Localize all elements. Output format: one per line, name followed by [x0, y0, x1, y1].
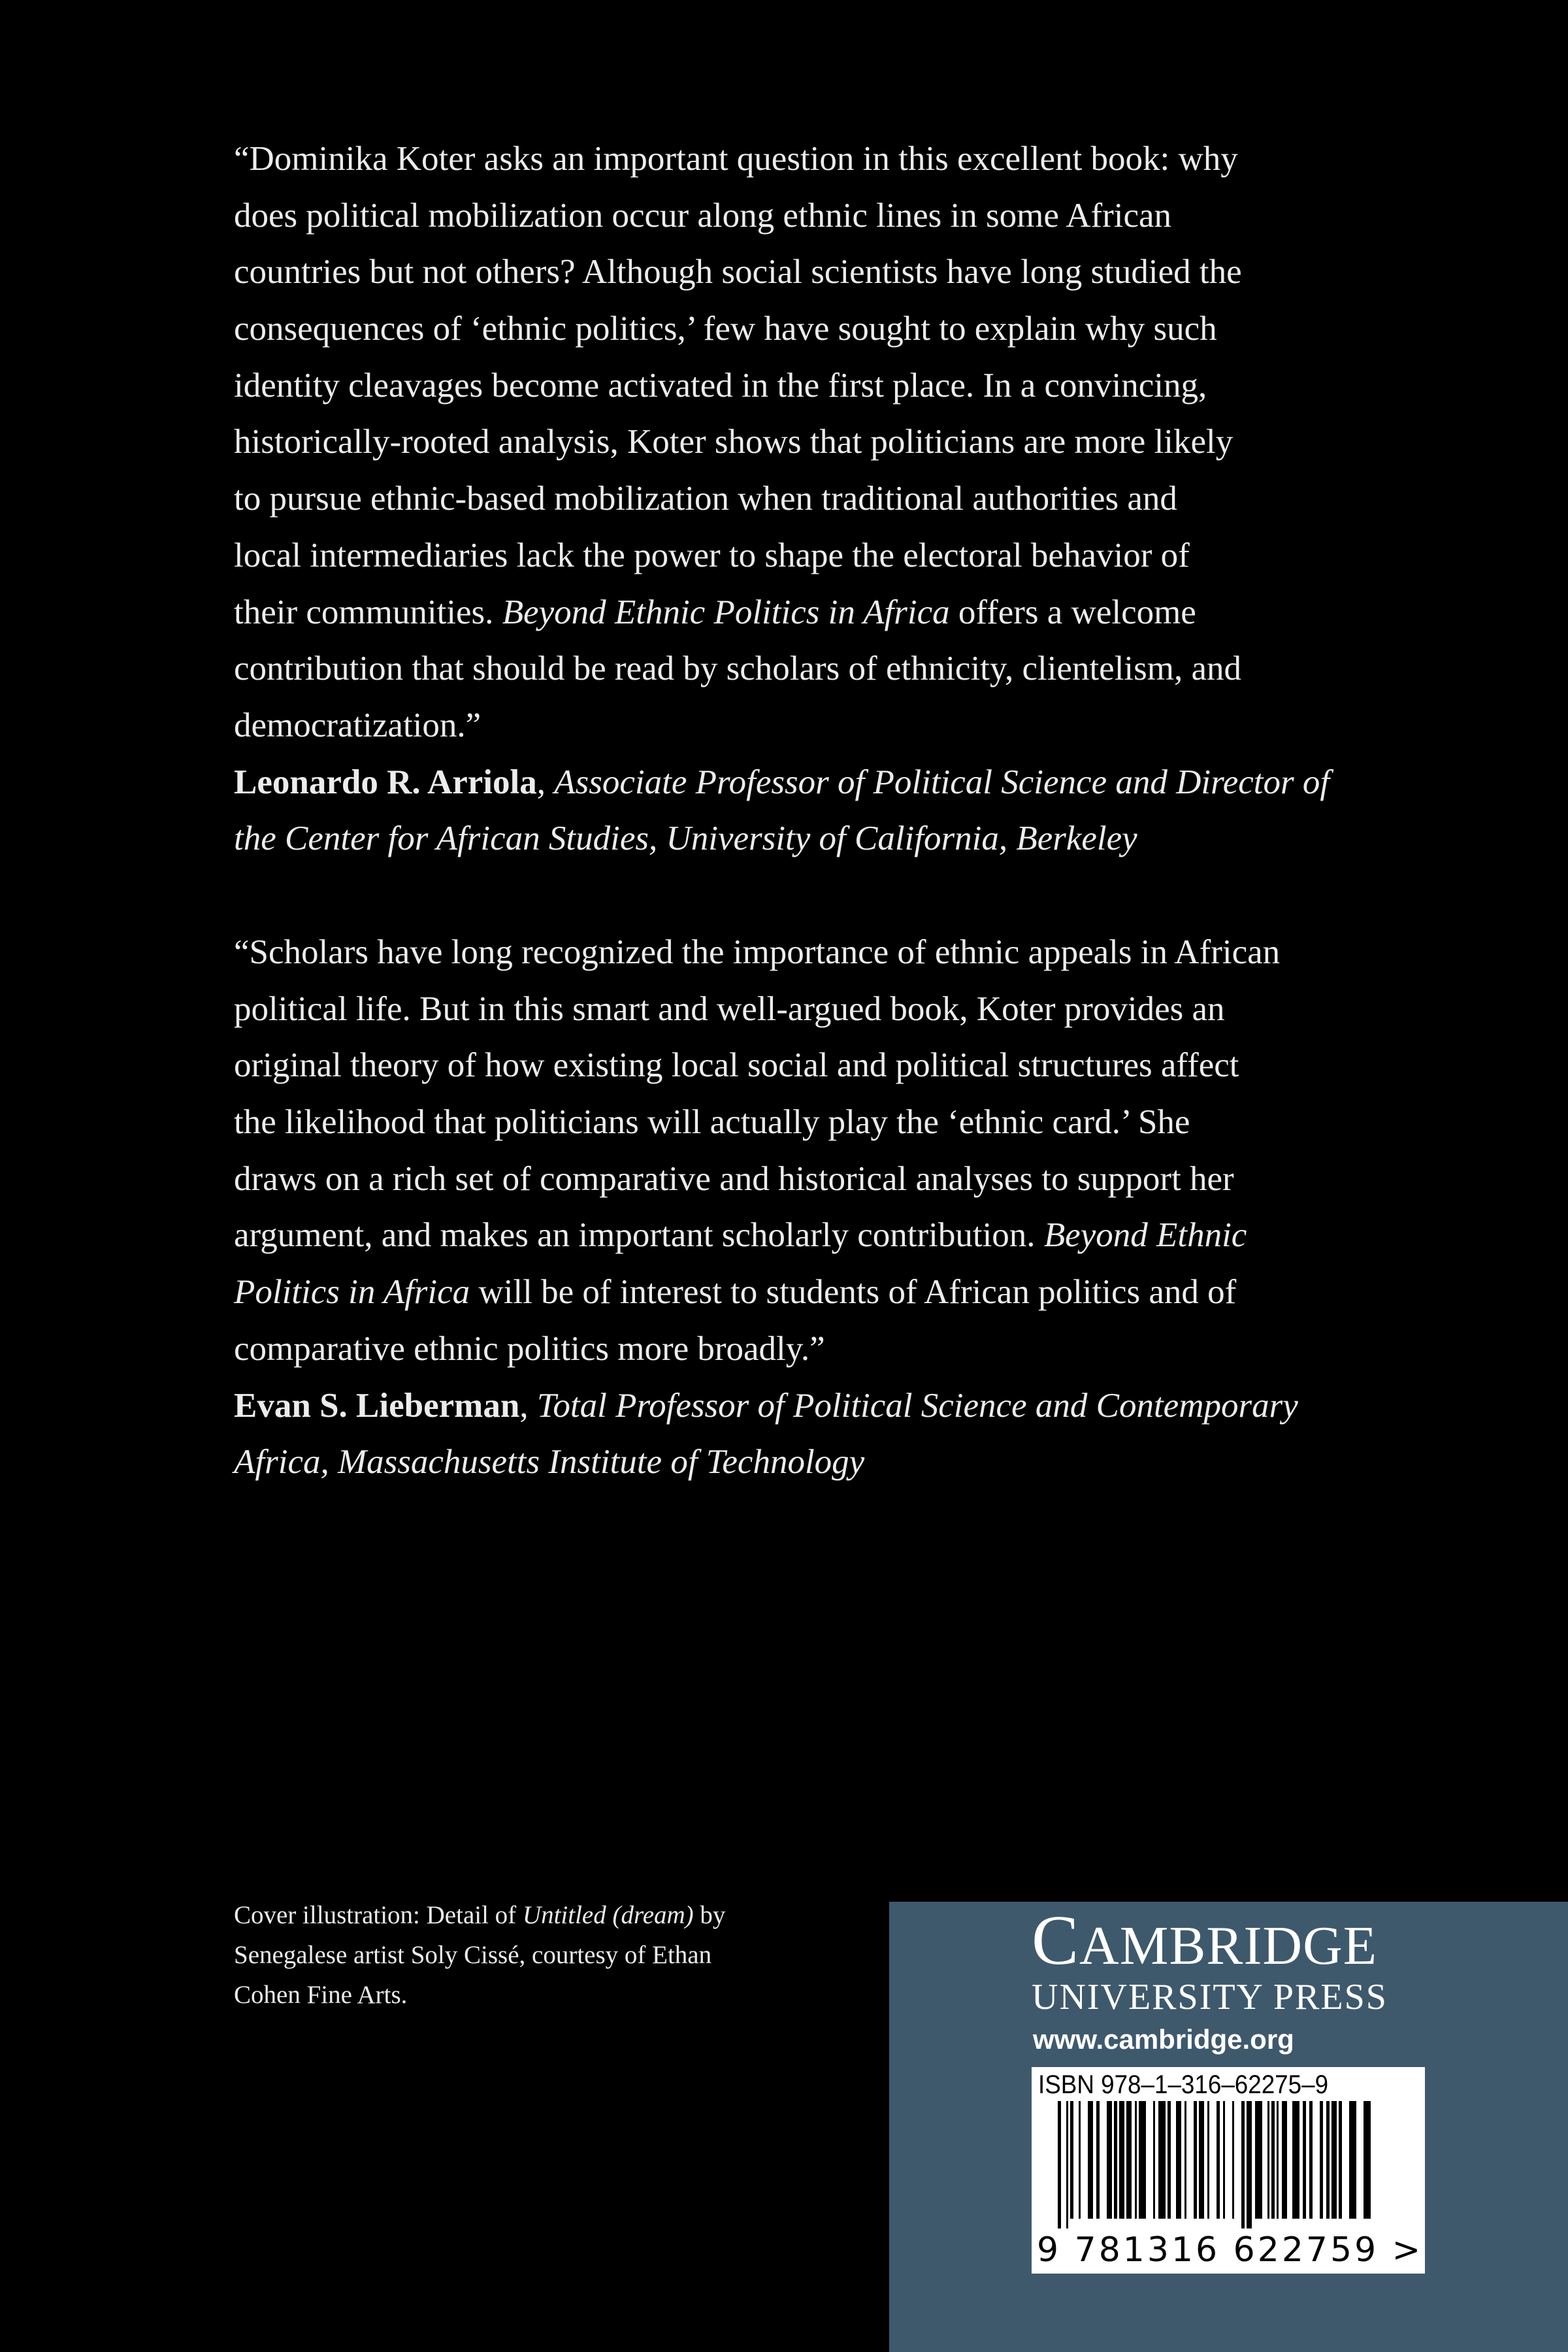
publisher-name-initial: C [1032, 1902, 1080, 1979]
barcode-bar [1339, 2101, 1342, 2219]
barcode-bar [1217, 2101, 1220, 2219]
text-segment: comparative ethnic politics more broadly.” [234, 1329, 825, 1368]
publisher-subtitle: UNIVERSITY PRESS [1032, 1977, 1388, 2017]
text-segment: local intermediaries lack the power to shape the electoral behavior of [234, 536, 1190, 574]
text-line [234, 810, 1410, 867]
text-line [234, 697, 1410, 754]
publisher-name-rest: AMBRIDGE [1079, 1915, 1378, 1976]
text-segment: historically-rooted analysis, Koter shows that politicians are more likely [234, 423, 1233, 461]
cover-illustration-credit [234, 1895, 725, 2015]
barcode-bar [1255, 2101, 1262, 2219]
text-line [234, 1151, 1410, 1208]
text-line [234, 131, 1410, 188]
barcode-bar [1309, 2101, 1313, 2219]
text-segment: their communities. [234, 593, 502, 631]
barcode-bar [1096, 2101, 1100, 2219]
text-line [234, 414, 1410, 471]
text-line [234, 471, 1410, 527]
barcode-bar [1119, 2101, 1124, 2219]
text-line [234, 584, 1410, 641]
text-segment: draws on a rich set of comparative and historical analyses to support her [234, 1159, 1234, 1198]
text-line [234, 981, 1410, 1038]
text-segment: Cover illustration: Detail of [234, 1901, 523, 1929]
text-line [234, 1434, 1410, 1491]
text-segment: the likelihood that politicians will actually play the ‘ethnic card.’ She [234, 1103, 1190, 1142]
text-line [234, 357, 1410, 414]
barcode-bar [1303, 2101, 1306, 2219]
barcode-digits: 9 781316 622759 > [1037, 2230, 1424, 2270]
text-segment: contribution that should be read by scholars of ethnicity, clientelism, and [234, 650, 1242, 688]
text-line [234, 640, 1410, 697]
text-line [234, 1975, 725, 2015]
text-segment: does political mobilization occur along ethnic lines in some African [234, 196, 1172, 235]
text-line [234, 924, 1410, 981]
text-segment: , [519, 1386, 537, 1425]
barcode-bar [1292, 2101, 1299, 2219]
barcode-bar [1241, 2101, 1245, 2228]
italic-text: Politics in Africa [234, 1273, 470, 1312]
text-segment: identity cleavages become activated in the first place. In a convincing, [234, 366, 1207, 405]
barcode-bar [1194, 2101, 1197, 2219]
barcode-bar [1070, 2101, 1073, 2219]
text-segment: Cohen Fine Arts. [234, 1981, 408, 2009]
barcode-bar [1223, 2101, 1225, 2219]
barcode-bar [1114, 2101, 1117, 2219]
text-segment: “Scholars have long recognized the importance of ethnic appeals in African [234, 933, 1281, 971]
text-segment: offers a welcome [949, 593, 1196, 631]
text-line [234, 1895, 725, 1935]
text-segment: to pursue ethnic-based mobilization when traditional authorities and [234, 480, 1177, 518]
text-line [234, 244, 1410, 301]
text-segment: by [693, 1901, 726, 1929]
text-line [234, 188, 1410, 244]
barcode-bar [1158, 2101, 1166, 2219]
text-segment: democratization.” [234, 706, 482, 744]
barcode-bar [1326, 2101, 1330, 2219]
barcode-bar [1176, 2101, 1181, 2219]
text-line [234, 754, 1410, 811]
text-segment: “Dominika Koter asks an important question in this excellent book: why [234, 140, 1238, 178]
barcode-bar [1277, 2101, 1279, 2219]
text-line [234, 1207, 1410, 1264]
publisher-block [889, 1902, 1568, 2352]
publisher-name [1032, 1902, 1378, 1979]
text-line [234, 1935, 725, 1975]
italic-text: Beyond Ethnic [1043, 1216, 1247, 1255]
barcode-bar [1271, 2101, 1275, 2219]
barcode-bar [1364, 2101, 1371, 2219]
barcode-bar [1139, 2101, 1146, 2219]
text-segment: political life. But in this smart and well-argued book, Koter provides an [234, 989, 1225, 1028]
barcode-bar [1232, 2101, 1234, 2219]
barcode-bar [1058, 2101, 1061, 2228]
text-segment: Senegalese artist Soly Cissé, courtesy of Ethan [234, 1941, 712, 1969]
text-segment: , [536, 763, 555, 801]
barcode-bar [1184, 2101, 1186, 2219]
text-line [234, 301, 1410, 357]
barcode-bar [1079, 2101, 1081, 2219]
barcode-bar [1168, 2101, 1171, 2219]
barcode-bar [1153, 2101, 1155, 2219]
barcode-bar [1135, 2101, 1137, 2219]
barcode-bar [1066, 2101, 1068, 2228]
text-segment: argument, and makes an important scholarly contribution. [234, 1216, 1044, 1255]
text-segment: original theory of how existing local social and political structures affect [234, 1046, 1239, 1085]
text-line [234, 527, 1410, 584]
text-line [234, 1378, 1410, 1434]
italic-text: Associate Professor of Political Science and Director of [554, 763, 1330, 801]
text-line [234, 1321, 1410, 1378]
italic-text: the Center for African Studies, University of California, Berkeley [234, 820, 1137, 858]
barcode-bar [1349, 2101, 1356, 2219]
barcode-bar [1107, 2101, 1112, 2219]
author-name: Evan S. Lieberman [234, 1386, 520, 1425]
text-line [234, 1037, 1410, 1094]
quote-lieberman [234, 924, 1410, 1491]
barcode-bar [1282, 2101, 1287, 2219]
text-segment: consequences of ‘ethnic politics,’ few have sought to explain why such [234, 310, 1217, 348]
isbn-label: ISBN 978–1–316–62275–9 [1038, 2070, 1329, 2099]
barcode-bar [1199, 2101, 1204, 2219]
barcode-bars [1051, 2101, 1391, 2251]
quote-arriola [234, 131, 1410, 867]
barcode [1032, 2067, 1425, 2274]
text-line [234, 1094, 1410, 1151]
italic-text: Untitled (dream) [522, 1901, 694, 1929]
italic-text: Total Professor of Political Science and Contemporary [536, 1386, 1298, 1425]
barcode-bar [1207, 2101, 1209, 2219]
text-segment: will be of interest to students of African politics and of [470, 1273, 1237, 1312]
barcode-bar [1320, 2101, 1323, 2219]
text-segment: countries but not others? Although social scientists have long studied the [234, 253, 1242, 291]
text-line [234, 1264, 1410, 1321]
italic-text: Beyond Ethnic Politics in Africa [502, 593, 950, 631]
barcode-bar [1247, 2101, 1252, 2228]
barcode-bar [1088, 2101, 1093, 2219]
publisher-website: www.cambridge.org [1033, 2024, 1294, 2055]
barcode-bar [1267, 2101, 1269, 2219]
barcode-bar [1126, 2101, 1132, 2219]
author-name: Leonardo R. Arriola [234, 763, 537, 801]
barcode-bar [1331, 2101, 1337, 2219]
italic-text: Africa, Massachusetts Institute of Technology [234, 1443, 865, 1482]
